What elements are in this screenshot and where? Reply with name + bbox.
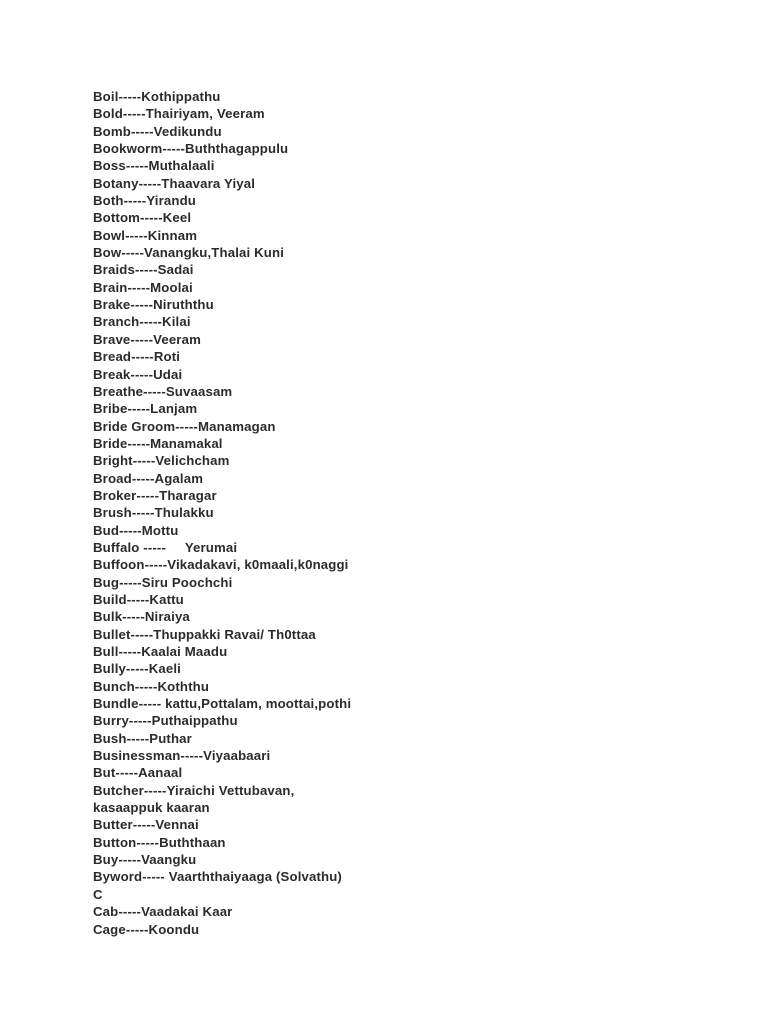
entry-line: Button-----Buththaan xyxy=(93,834,226,850)
entry-line: Bride-----Manamakal xyxy=(93,435,223,451)
entry-line: Buffoon-----Vikadakavi, k0maali,k0naggi xyxy=(93,557,349,573)
entry-line: Cage-----Koondu xyxy=(93,921,200,937)
entry-line: Bullet-----Thuppakki Ravai/ Th0ttaa xyxy=(93,626,316,642)
entry-line: Botany-----Thaavara Yiyal xyxy=(93,175,256,191)
entry-line: Butcher-----Yiraichi Vettubavan, xyxy=(93,782,295,798)
entry-line: Bright-----Velichcham xyxy=(93,453,230,469)
entry-line: Bomb-----Vedikundu xyxy=(93,123,222,139)
entry-line: Bud-----Mottu xyxy=(93,522,179,538)
entry-line: Businessman-----Viyaabaari xyxy=(93,748,271,764)
entry-line: Byword----- Vaarththaiyaaga (Solvathu) xyxy=(93,869,342,885)
entry-line: Buffalo ----- Yerumai xyxy=(93,539,238,555)
entry-line: But-----Aanaal xyxy=(93,765,183,781)
entry-line: Boil-----Kothippathu xyxy=(93,89,221,104)
entry-line: Break-----Udai xyxy=(93,366,183,382)
entry-line: Bread-----Roti xyxy=(93,349,181,365)
entry-line: Broker-----Tharagar xyxy=(93,487,217,503)
entry-line: Bush-----Puthar xyxy=(93,730,192,746)
entry-line: Bribe-----Lanjam xyxy=(93,401,198,417)
entry-line: Build-----Kattu xyxy=(93,591,184,607)
section-letter-heading: C xyxy=(93,886,103,902)
entry-line: Burry-----Puthaippathu xyxy=(93,713,238,729)
entry-line: Boss-----Muthalaali xyxy=(93,158,215,174)
entry-line: Butter-----Vennai xyxy=(93,817,199,833)
entry-line: Broad-----Agalam xyxy=(93,470,204,486)
dictionary-page xyxy=(93,88,693,938)
entry-line: Bowl-----Kinnam xyxy=(93,227,198,243)
entry-line: Bookworm-----Buththagappulu xyxy=(93,141,289,157)
entry-line: Both-----Yirandu xyxy=(93,193,196,209)
entry-line: Buy-----Vaangku xyxy=(93,852,197,868)
entry-line: Bull-----Kaalai Maadu xyxy=(93,644,228,659)
entry-line: Braids-----Sadai xyxy=(93,262,194,278)
entry-line: Bulk-----Niraiya xyxy=(93,609,190,625)
entry-line: Bottom-----Keel xyxy=(93,210,192,226)
entry-line: Brush-----Thulakku xyxy=(93,505,214,521)
entry-line: Cab-----Vaadakai Kaar xyxy=(93,904,233,920)
entry-line: Brake-----Niruththu xyxy=(93,297,214,313)
entry-line: Brave-----Veeram xyxy=(93,331,201,347)
entry-line: Brain-----Moolai xyxy=(93,279,193,295)
entry-line-continuation: kasaappuk kaaran xyxy=(93,800,210,816)
entry-line: Bundle----- kattu,Pottalam, moottai,pothi xyxy=(93,696,352,712)
entry-line: Bug-----Siru Poochchi xyxy=(93,574,233,590)
entry-line: Bow-----Vanangku,Thalai Kuni xyxy=(93,245,285,261)
entry-line: Bride Groom-----Manamagan xyxy=(93,418,276,434)
entry-line: Branch-----Kilai xyxy=(93,314,191,330)
entry-line: Bold-----Thairiyam, Veeram xyxy=(93,106,265,122)
entry-line: Bunch-----Koththu xyxy=(93,678,210,694)
entry-line: Breathe-----Suvaasam xyxy=(93,383,233,399)
entry-line: Bully-----Kaeli xyxy=(93,661,181,677)
